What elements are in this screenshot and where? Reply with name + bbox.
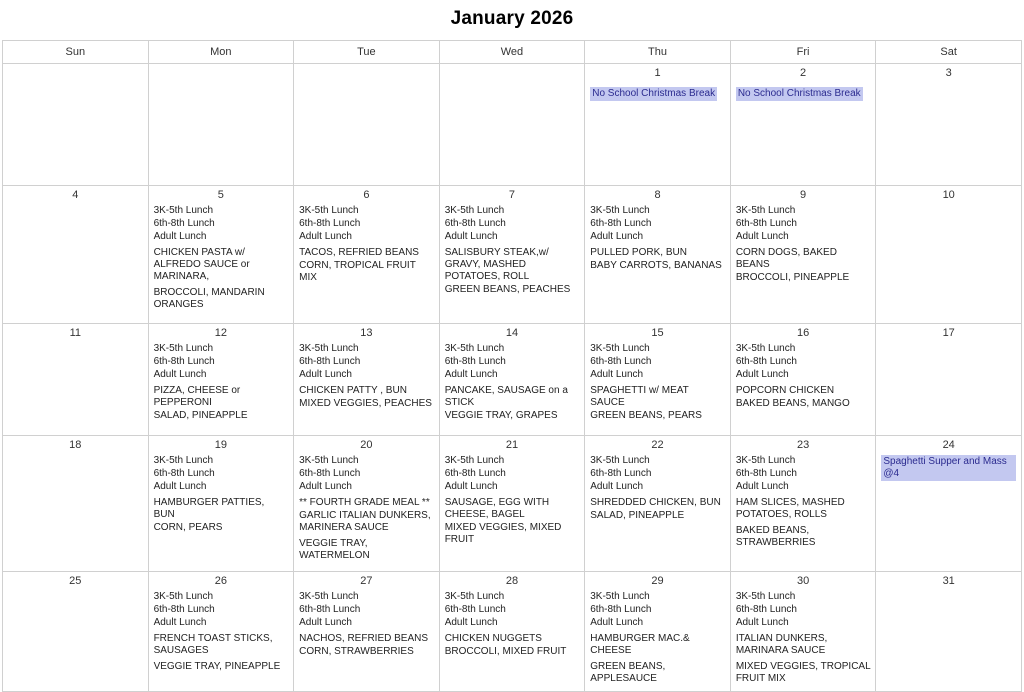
calendar-empty-cell[interactable] bbox=[148, 64, 294, 186]
weekday-header-row bbox=[3, 41, 1022, 64]
calendar-event[interactable]: NACHOS, REFRIED BEANS bbox=[299, 633, 429, 644]
calendar-event[interactable]: GARLIC ITALIAN DUNKERS, MARINERA SAUCE bbox=[299, 510, 431, 533]
calendar-event[interactable]: 3K-5th Lunch bbox=[444, 455, 505, 466]
calendar-header bbox=[3, 41, 1022, 64]
day-events bbox=[299, 205, 434, 284]
calendar-event[interactable]: 6th-8th Lunch bbox=[444, 356, 506, 367]
day-number: 20 bbox=[360, 439, 373, 451]
calendar-event[interactable]: SALAD, PINEAPPLE bbox=[153, 410, 248, 421]
calendar-week-row bbox=[3, 64, 1022, 186]
calendar-event[interactable]: Adult Lunch bbox=[444, 481, 498, 492]
calendar-event[interactable]: 3K-5th Lunch bbox=[299, 591, 359, 602]
calendar-event[interactable]: 6th-8th Lunch bbox=[153, 604, 215, 615]
calendar-day-cell[interactable] bbox=[148, 186, 294, 324]
calendar-event[interactable]: 3K-5th Lunch bbox=[444, 343, 505, 354]
calendar-day-cell[interactable] bbox=[585, 436, 731, 572]
calendar-event[interactable]: Adult Lunch bbox=[153, 369, 207, 380]
calendar-event-highlight[interactable]: Spaghetti Supper and Mass @4 bbox=[881, 455, 1016, 481]
day-number: 7 bbox=[508, 189, 516, 201]
calendar-day-cell[interactable] bbox=[294, 572, 440, 692]
calendar-event[interactable]: BROCCOLI, MANDARIN ORANGES bbox=[153, 287, 265, 310]
weekday-header-sun: Sun bbox=[3, 41, 149, 64]
day-number: 21 bbox=[505, 439, 519, 451]
calendar-event[interactable]: PIZZA, CHEESE or PEPPERONI bbox=[153, 385, 241, 408]
calendar-day-cell[interactable] bbox=[730, 572, 876, 692]
calendar-event[interactable]: Adult Lunch bbox=[444, 231, 498, 242]
calendar-day-cell[interactable] bbox=[439, 572, 585, 692]
weekday-header-mon: Mon bbox=[148, 41, 294, 64]
day-number: 2 bbox=[800, 67, 807, 79]
calendar-event[interactable]: SPAGHETTI w/ MEAT SAUCE bbox=[590, 385, 689, 408]
calendar-day-cell[interactable] bbox=[585, 64, 731, 186]
calendar-event[interactable]: GREEN BEANS, PEARS bbox=[590, 410, 702, 421]
calendar-event[interactable]: CHICKEN PASTA w/ ALFREDO SAUCE or MARINARA, bbox=[153, 247, 250, 282]
calendar-empty-cell[interactable] bbox=[3, 64, 149, 186]
calendar-event[interactable]: PANCAKE, SAUSAGE on a STICK bbox=[444, 385, 568, 408]
weekday-header-tue: Tue bbox=[294, 41, 440, 64]
calendar-event[interactable]: VEGGIE TRAY, GRAPES bbox=[444, 410, 558, 421]
calendar-event[interactable]: VEGGIE TRAY, PINEAPPLE bbox=[153, 661, 281, 672]
calendar-event[interactable]: 3K-5th Lunch bbox=[444, 205, 505, 216]
day-events bbox=[154, 205, 289, 311]
day-number: 6 bbox=[363, 189, 370, 201]
calendar-event[interactable]: 6th-8th Lunch bbox=[735, 604, 797, 615]
day-events bbox=[590, 83, 725, 102]
day-events bbox=[299, 455, 434, 562]
day-number: 5 bbox=[217, 189, 224, 201]
calendar-event[interactable]: SALAD, PINEAPPLE bbox=[590, 510, 685, 521]
calendar-event[interactable]: Adult Lunch bbox=[735, 369, 789, 380]
calendar-event[interactable]: 3K-5th Lunch bbox=[153, 205, 214, 216]
calendar-event[interactable]: Adult Lunch bbox=[590, 369, 644, 380]
day-number: 26 bbox=[214, 575, 227, 587]
calendar-table bbox=[2, 40, 1022, 692]
calendar-event[interactable]: 3K-5th Lunch bbox=[590, 591, 650, 602]
calendar-event[interactable]: SAUSAGE, EGG WITH CHEESE, BAGEL bbox=[444, 497, 550, 520]
calendar-event[interactable]: ** FOURTH GRADE MEAL ** bbox=[299, 497, 430, 508]
calendar-event[interactable]: HAM SLICES, MASHED POTATOES, ROLLS bbox=[735, 497, 845, 520]
calendar-event[interactable]: 6th-8th Lunch bbox=[590, 468, 652, 479]
calendar-event[interactable]: Adult Lunch bbox=[153, 617, 207, 628]
calendar-event[interactable]: 3K-5th Lunch bbox=[735, 343, 796, 354]
calendar-event[interactable]: 3K-5th Lunch bbox=[590, 205, 650, 216]
day-number: 1 bbox=[654, 67, 661, 79]
calendar-event[interactable]: 6th-8th Lunch bbox=[153, 356, 215, 367]
calendar-event[interactable]: 6th-8th Lunch bbox=[299, 604, 361, 615]
calendar-event[interactable]: PULLED PORK, BUN bbox=[590, 247, 687, 258]
calendar-event[interactable]: CORN, STRAWBERRIES bbox=[299, 646, 414, 657]
calendar-event[interactable]: SALISBURY STEAK,w/ GRAVY, MASHED POTATOES, ROLL bbox=[444, 247, 549, 282]
day-number: 27 bbox=[360, 575, 373, 587]
calendar-event[interactable]: Adult Lunch bbox=[299, 617, 352, 628]
day-events bbox=[154, 591, 289, 673]
calendar-week-row bbox=[3, 324, 1022, 436]
calendar-event[interactable]: CORN, TROPICAL FRUIT MIX bbox=[299, 260, 416, 283]
calendar-event[interactable]: Adult Lunch bbox=[735, 617, 789, 628]
calendar-event[interactable]: TACOS, REFRIED BEANS bbox=[299, 247, 419, 258]
calendar-day-cell[interactable] bbox=[439, 324, 585, 436]
calendar-day-cell[interactable] bbox=[876, 572, 1022, 692]
calendar-day-cell[interactable] bbox=[730, 324, 876, 436]
calendar-day-cell[interactable] bbox=[3, 186, 149, 324]
day-number: 23 bbox=[796, 439, 810, 451]
calendar-event[interactable]: 3K-5th Lunch bbox=[735, 205, 796, 216]
calendar-day-cell[interactable] bbox=[876, 64, 1022, 186]
calendar-event[interactable]: Adult Lunch bbox=[444, 369, 498, 380]
calendar-event[interactable]: CHICKEN NUGGETS bbox=[444, 633, 542, 644]
calendar-event[interactable]: ITALIAN DUNKERS, MARINARA SAUCE bbox=[735, 633, 828, 656]
calendar-event[interactable]: 6th-8th Lunch bbox=[735, 468, 797, 479]
calendar-event[interactable]: 3K-5th Lunch bbox=[299, 205, 359, 216]
calendar-event[interactable]: Adult Lunch bbox=[299, 481, 352, 492]
day-number: 22 bbox=[651, 439, 664, 451]
weekday-header-thu: Thu bbox=[585, 41, 731, 64]
calendar-day-cell[interactable] bbox=[876, 436, 1022, 572]
calendar-event[interactable]: 6th-8th Lunch bbox=[299, 218, 361, 229]
calendar-event[interactable]: BROCCOLI, MIXED FRUIT bbox=[444, 646, 567, 657]
calendar-event[interactable]: 6th-8th Lunch bbox=[299, 356, 361, 367]
calendar-event[interactable]: FRENCH TOAST STICKS, SAUSAGES bbox=[153, 633, 273, 656]
calendar-event[interactable]: Adult Lunch bbox=[735, 231, 789, 242]
calendar-event[interactable]: 6th-8th Lunch bbox=[444, 468, 506, 479]
calendar-event[interactable]: Adult Lunch bbox=[590, 617, 644, 628]
calendar-day-cell[interactable] bbox=[3, 572, 149, 692]
calendar-event[interactable]: 6th-8th Lunch bbox=[444, 604, 506, 615]
calendar-week-row bbox=[3, 186, 1022, 324]
calendar-week-row bbox=[3, 436, 1022, 572]
day-number: 24 bbox=[942, 439, 955, 451]
calendar-event[interactable]: 3K-5th Lunch bbox=[153, 343, 214, 354]
calendar-event[interactable]: POPCORN CHICKEN bbox=[735, 385, 835, 396]
day-number: 3 bbox=[945, 67, 952, 79]
calendar-event[interactable]: GREEN BEANS, PEACHES bbox=[444, 284, 571, 295]
day-number: 30 bbox=[796, 575, 810, 587]
day-events bbox=[154, 455, 289, 534]
calendar-event[interactable]: 3K-5th Lunch bbox=[444, 591, 505, 602]
calendar-event[interactable]: CORN, PEARS bbox=[153, 522, 223, 533]
calendar-event[interactable]: 3K-5th Lunch bbox=[590, 343, 650, 354]
calendar-day-cell[interactable] bbox=[585, 186, 731, 324]
calendar-event[interactable]: BROCCOLI, PINEAPPLE bbox=[735, 272, 850, 283]
calendar-event[interactable]: 3K-5th Lunch bbox=[299, 343, 359, 354]
day-number: 19 bbox=[214, 439, 227, 451]
calendar-day-cell[interactable] bbox=[585, 324, 731, 436]
calendar-event[interactable]: Adult Lunch bbox=[299, 231, 352, 242]
day-number: 28 bbox=[505, 575, 519, 587]
calendar-event[interactable]: 3K-5th Lunch bbox=[153, 455, 214, 466]
calendar-event[interactable]: Adult Lunch bbox=[299, 369, 352, 380]
calendar-day-cell[interactable] bbox=[730, 64, 876, 186]
weekday-header-sat: Sat bbox=[876, 41, 1022, 64]
calendar-event[interactable]: CORN DOGS, BAKED BEANS bbox=[735, 247, 837, 270]
day-number: 13 bbox=[360, 327, 373, 339]
calendar-event[interactable]: MIXED VEGGIES, MIXED FRUIT bbox=[444, 522, 562, 545]
calendar-event[interactable]: 6th-8th Lunch bbox=[444, 218, 506, 229]
calendar-event[interactable]: 3K-5th Lunch bbox=[735, 591, 796, 602]
day-events bbox=[736, 83, 871, 102]
calendar-event[interactable]: MIXED VEGGIES, PEACHES bbox=[299, 398, 432, 409]
day-events bbox=[590, 205, 725, 272]
day-events bbox=[590, 455, 725, 522]
day-events bbox=[445, 591, 580, 658]
calendar-day-cell[interactable] bbox=[439, 436, 585, 572]
day-events bbox=[299, 591, 434, 658]
calendar-event[interactable]: CHICKEN PATTY , BUN bbox=[299, 385, 407, 396]
calendar-event[interactable]: HAMBURGER PATTIES, BUN bbox=[153, 497, 265, 520]
page-title: January 2026 bbox=[450, 8, 574, 29]
day-number: 16 bbox=[796, 327, 810, 339]
calendar-body bbox=[3, 64, 1022, 692]
day-number: 11 bbox=[69, 327, 81, 339]
day-events bbox=[590, 343, 725, 422]
calendar-event[interactable]: Adult Lunch bbox=[153, 481, 207, 492]
day-number: 8 bbox=[654, 189, 661, 201]
calendar-day-cell[interactable] bbox=[294, 186, 440, 324]
day-events bbox=[736, 343, 871, 410]
calendar-event[interactable]: BAKED BEANS, MANGO bbox=[735, 398, 850, 409]
calendar-event[interactable]: 6th-8th Lunch bbox=[590, 604, 652, 615]
day-number: 29 bbox=[651, 575, 664, 587]
day-number: 25 bbox=[69, 575, 82, 587]
day-events bbox=[590, 591, 725, 685]
calendar-event[interactable]: Adult Lunch bbox=[444, 617, 498, 628]
day-number: 31 bbox=[942, 575, 955, 587]
calendar-event[interactable]: Adult Lunch bbox=[590, 481, 644, 492]
day-number: 14 bbox=[505, 327, 519, 339]
calendar-event[interactable]: Adult Lunch bbox=[590, 231, 644, 242]
day-events bbox=[445, 205, 580, 296]
day-number: 10 bbox=[942, 189, 955, 201]
day-events bbox=[154, 343, 289, 422]
day-number: 18 bbox=[69, 439, 82, 451]
calendar-event[interactable]: 6th-8th Lunch bbox=[299, 468, 361, 479]
calendar-event[interactable]: MIXED VEGGIES, TROPICAL FRUIT MIX bbox=[735, 661, 871, 684]
day-events bbox=[445, 343, 580, 422]
calendar-event-highlight[interactable]: No School Christmas Break bbox=[592, 88, 716, 99]
calendar-day-cell[interactable] bbox=[730, 186, 876, 324]
calendar-event[interactable]: 6th-8th Lunch bbox=[735, 356, 797, 367]
calendar-event[interactable]: Adult Lunch bbox=[735, 481, 789, 492]
calendar-event[interactable]: GREEN BEANS, APPLESAUCE bbox=[590, 661, 666, 684]
calendar-event[interactable]: 3K-5th Lunch bbox=[299, 455, 359, 466]
calendar-event[interactable]: 3K-5th Lunch bbox=[153, 591, 214, 602]
calendar-event[interactable]: HAMBURGER MAC.& CHEESE bbox=[590, 633, 690, 656]
calendar-empty-cell[interactable] bbox=[439, 64, 585, 186]
day-number: 4 bbox=[72, 189, 79, 201]
calendar-event[interactable]: BABY CARROTS, BANANAS bbox=[590, 260, 722, 271]
calendar-day-cell[interactable] bbox=[294, 436, 440, 572]
calendar-event-highlight[interactable]: No School Christmas Break bbox=[737, 88, 861, 99]
weekday-header-fri: Fri bbox=[730, 41, 876, 64]
calendar-event[interactable]: BAKED BEANS, STRAWBERRIES bbox=[735, 525, 816, 548]
weekday-header-wed: Wed bbox=[439, 41, 585, 64]
calendar-event[interactable]: 6th-8th Lunch bbox=[153, 468, 215, 479]
calendar-event[interactable]: 6th-8th Lunch bbox=[735, 218, 797, 229]
calendar-day-cell[interactable] bbox=[294, 324, 440, 436]
calendar-day-cell[interactable] bbox=[148, 324, 294, 436]
day-number: 12 bbox=[214, 327, 227, 339]
calendar-day-cell[interactable] bbox=[3, 324, 149, 436]
calendar-day-cell[interactable] bbox=[3, 436, 149, 572]
calendar-event[interactable]: SHREDDED CHICKEN, BUN bbox=[590, 497, 721, 508]
calendar-day-cell[interactable] bbox=[876, 324, 1022, 436]
calendar-week-row bbox=[3, 572, 1022, 692]
calendar-event[interactable]: 3K-5th Lunch bbox=[590, 455, 650, 466]
calendar-day-cell[interactable] bbox=[585, 572, 731, 692]
day-events bbox=[736, 591, 871, 685]
day-number: 17 bbox=[942, 327, 955, 339]
day-events bbox=[881, 455, 1016, 481]
calendar-event[interactable]: 6th-8th Lunch bbox=[153, 218, 215, 229]
day-events bbox=[299, 343, 434, 410]
day-events bbox=[445, 455, 580, 546]
calendar-event[interactable]: 6th-8th Lunch bbox=[590, 218, 652, 229]
calendar-day-cell[interactable] bbox=[730, 436, 876, 572]
calendar-empty-cell[interactable] bbox=[294, 64, 440, 186]
calendar-day-cell[interactable] bbox=[148, 572, 294, 692]
calendar-day-cell[interactable] bbox=[439, 186, 585, 324]
calendar-day-cell[interactable] bbox=[876, 186, 1022, 324]
calendar-event[interactable]: VEGGIE TRAY, WATERMELON bbox=[299, 538, 370, 561]
calendar-event[interactable]: 3K-5th Lunch bbox=[735, 455, 796, 466]
day-events bbox=[736, 205, 871, 284]
calendar-event[interactable]: Adult Lunch bbox=[153, 231, 207, 242]
day-number: 9 bbox=[800, 189, 807, 201]
day-number: 15 bbox=[651, 327, 664, 339]
calendar-day-cell[interactable] bbox=[148, 436, 294, 572]
calendar-event[interactable]: 6th-8th Lunch bbox=[590, 356, 652, 367]
day-events bbox=[736, 455, 871, 549]
